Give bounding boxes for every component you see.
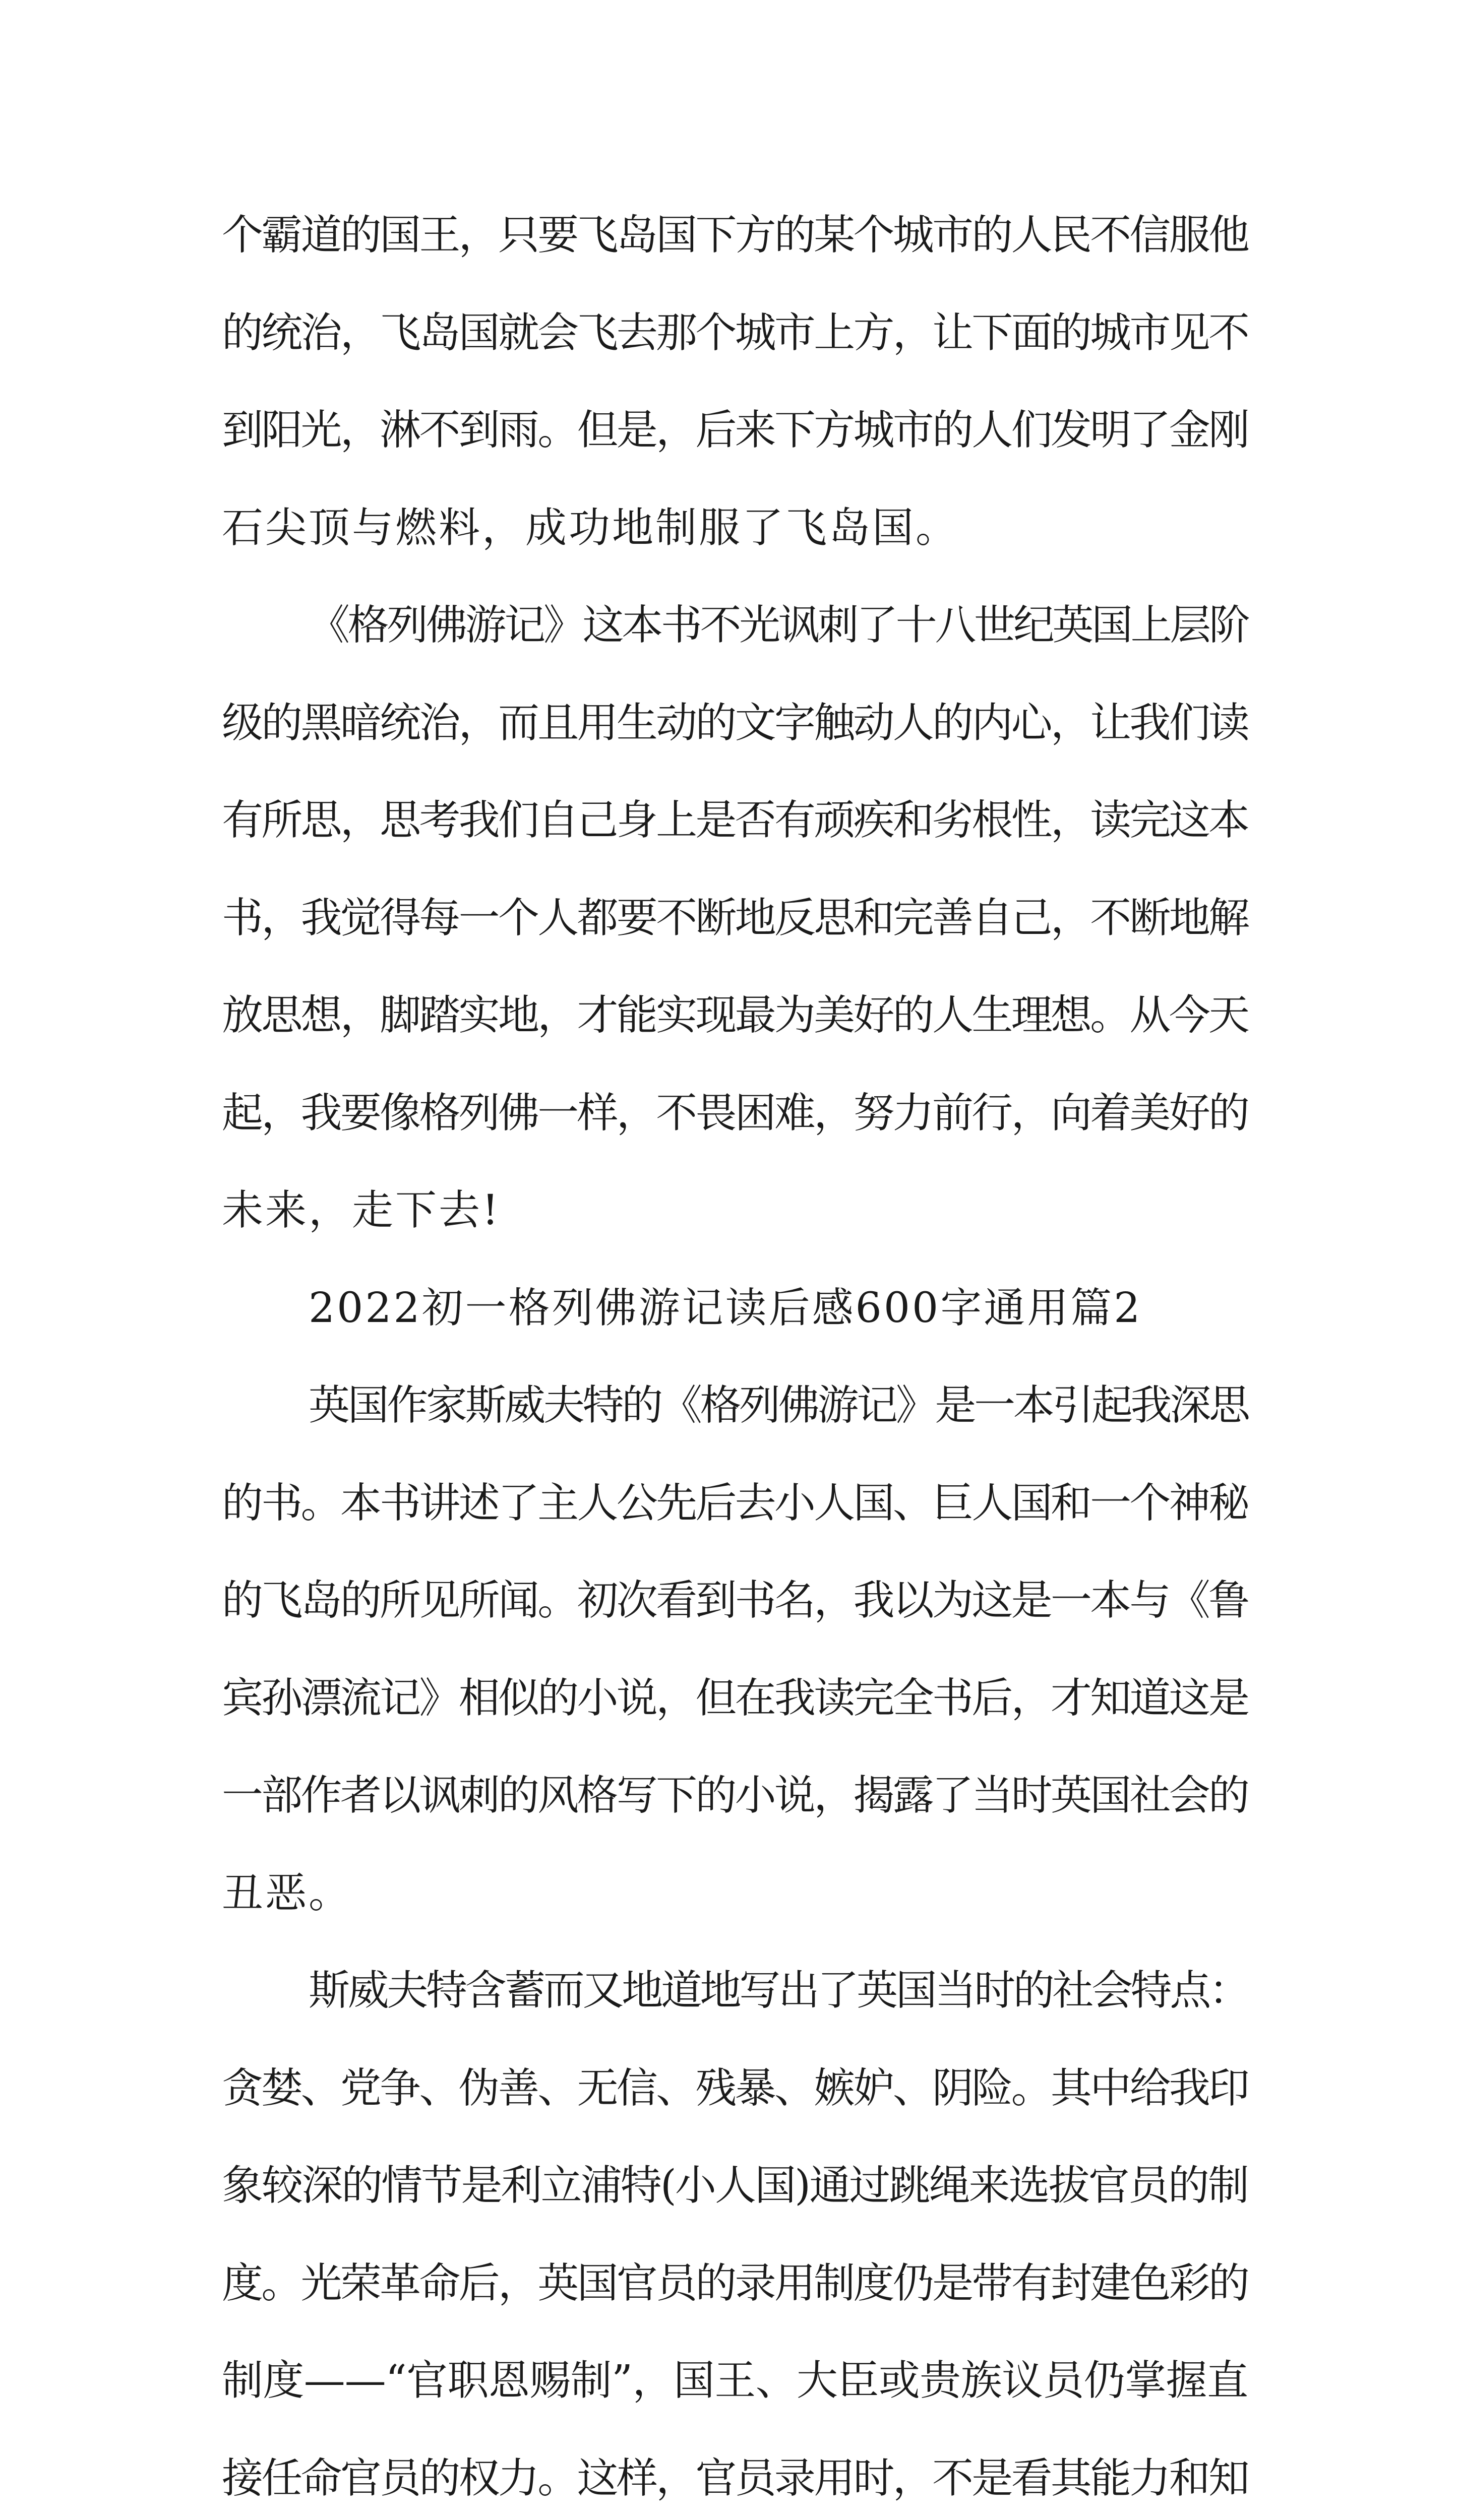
text-line: 制度——“官职恩赐制”，国王、大臣或贵族议员仍掌握直 (222, 2332, 1248, 2430)
paragraph-4 (222, 1942, 1248, 2520)
text-line: 《格列佛游记》这本书不光讽刺了十八世纪英国上层阶 (222, 577, 1248, 674)
text-line: 放思想，脚踏实地，才能实现最为美好的人生理想。从今天 (222, 967, 1248, 1064)
paragraph-1 (222, 186, 1248, 577)
text-line: 到阳光，淋不到雨。但是，后来下方城市的人们发明了金刚 (222, 382, 1248, 479)
text-line: 贪婪、党争、伪善、无信、残暴、嫉妒、阴险。其中给我印 (222, 2040, 1248, 2137)
text-line: 宾孙漂流记》相似的小说，但在我读完全书后，才知道这是 (222, 1650, 1248, 1747)
text-line: 度。光荣革命后，英国官员的录用制度仍是带有封建色彩的 (222, 2235, 1248, 2333)
text-line: 一部作者以讽刺的风格写下的小说，揭露了当时英国社会的 (222, 1747, 1248, 1845)
text-line: 英国作家斯威夫特的《格列佛游记》是一本引起我深思 (222, 1357, 1248, 1455)
section-heading: 2022初一格列佛游记读后感600字通用篇2 (222, 1259, 1248, 1357)
paragraph-3 (222, 1357, 1248, 1942)
text-line: 有所思，思考我们自己身上是否有顽疾和劣根性，读完这本 (222, 772, 1248, 869)
text-line: 接任命官员的权力。这样，官员录用时，不是看其能力和知 (222, 2430, 1248, 2520)
text-line: 的飞岛的所见所闻。初次看到书名，我以为这是一本与《鲁 (222, 1552, 1248, 1650)
text-line: 未来，走下去! (222, 1162, 1248, 1259)
text-line: 斯威夫特含蓄而又地道地写出了英国当时的社会特点： (222, 1942, 1248, 2040)
text-line: 级的黑暗统治，而且用生动的文字触动人的内心，让我们读 (222, 674, 1248, 772)
paragraph-2 (222, 577, 1248, 1259)
text-line: 的统治，飞岛国就会飞去那个城市上方，让下面的城市见不 (222, 284, 1248, 382)
text-line: 个霸道的国王，只要飞岛国下方的某个城市的人民不信服他 (222, 186, 1248, 284)
text-line: 起，我要像格列佛一样，不畏困难，努力前行，向着美好的 (222, 1064, 1248, 1162)
text-line: 象较深的情节是利立浦特(小人国)通过跳绳来选拔官员的制 (222, 2137, 1248, 2235)
text-line: 的书。本书讲述了主人公先后去小人国、巨人国和一个神秘 (222, 1455, 1248, 1552)
text-line: 丑恶。 (222, 1845, 1248, 1942)
text-line: 书，我觉得每一个人都要不断地反思和完善自己，不断地解 (222, 869, 1248, 967)
text-line: 石尖顶与燃料，成功地制服了飞岛国。 (222, 479, 1248, 577)
document-body (222, 186, 1248, 2520)
